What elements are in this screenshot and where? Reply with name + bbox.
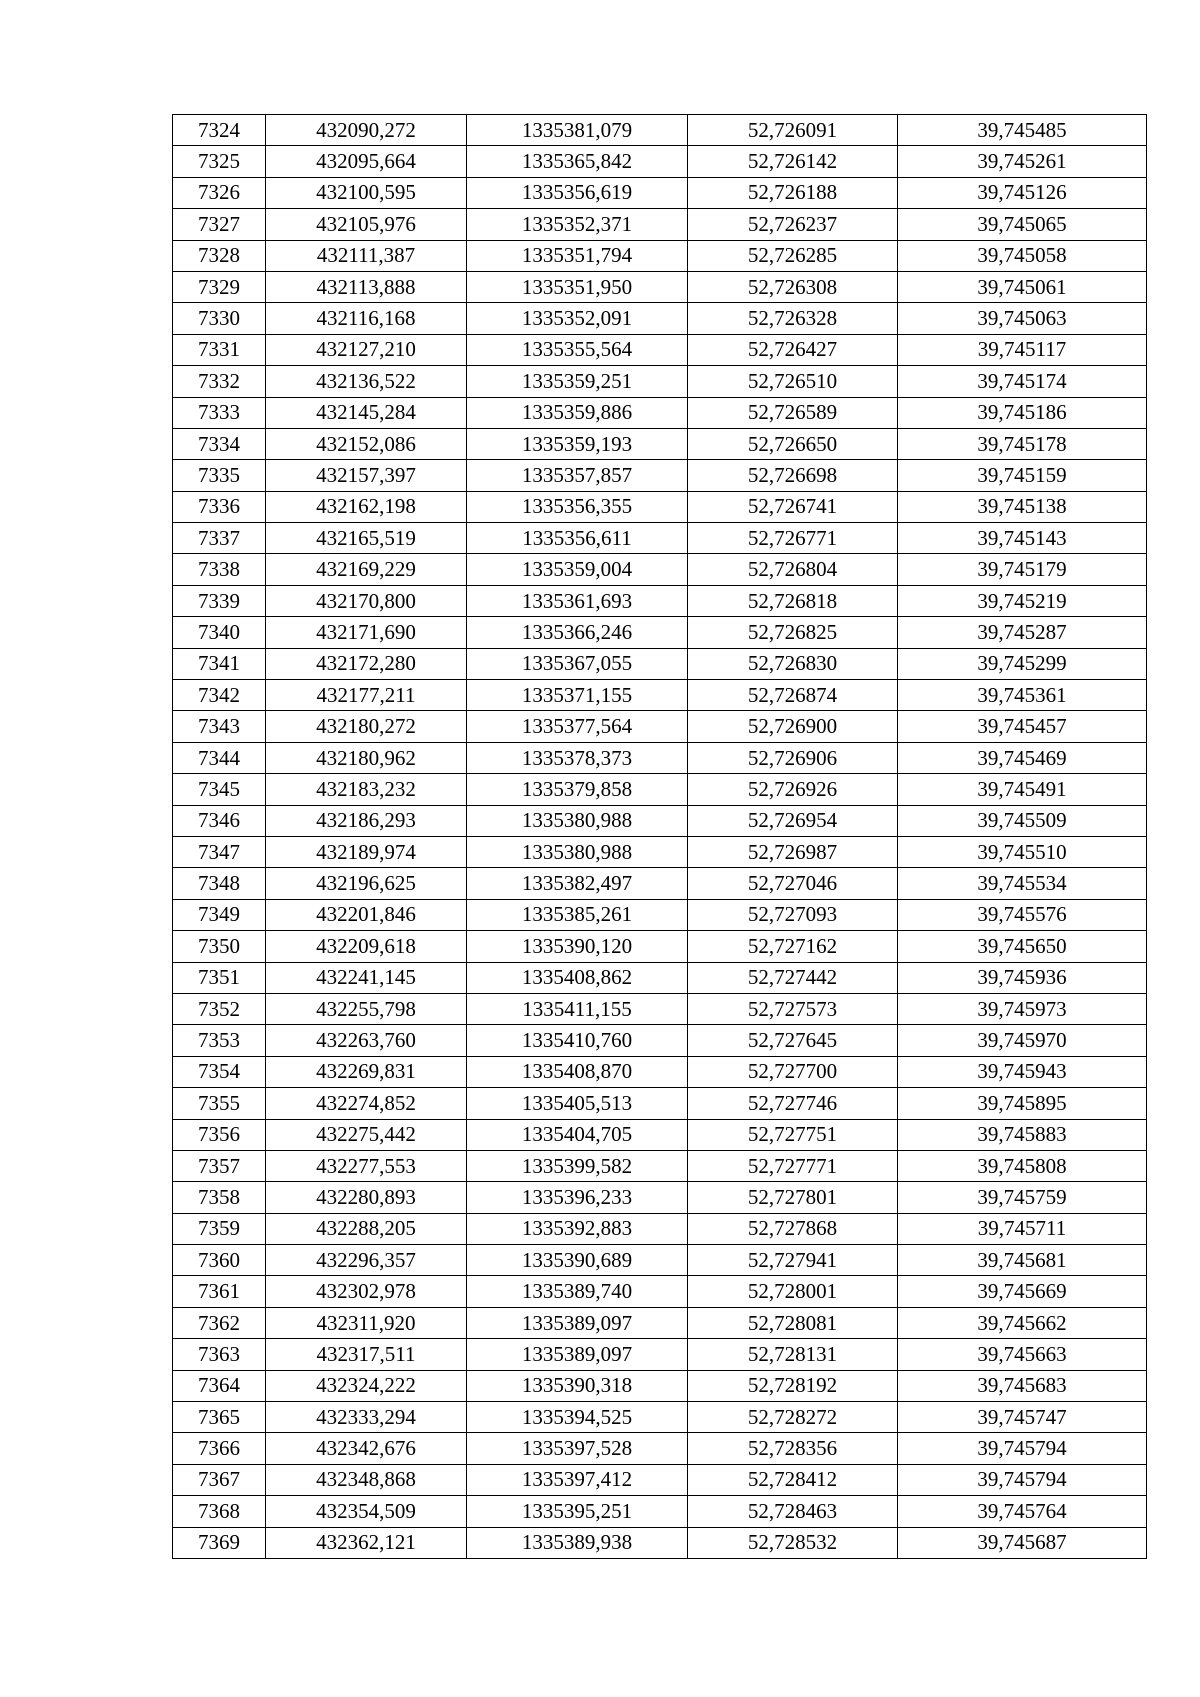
x-coordinate-cell: 432170,800 bbox=[266, 585, 467, 616]
point-number-cell: 7346 bbox=[173, 805, 266, 836]
x-coordinate-cell: 432189,974 bbox=[266, 836, 467, 867]
table-row bbox=[173, 1433, 1147, 1464]
point-number-cell: 7355 bbox=[173, 1088, 266, 1119]
longitude-cell: 39,745261 bbox=[898, 146, 1147, 177]
longitude-cell: 39,745747 bbox=[898, 1402, 1147, 1433]
y-coordinate-cell: 1335352,091 bbox=[467, 303, 688, 334]
x-coordinate-cell: 432342,676 bbox=[266, 1433, 467, 1464]
x-coordinate-cell: 432348,868 bbox=[266, 1464, 467, 1495]
point-number-cell: 7347 bbox=[173, 836, 266, 867]
table-row bbox=[173, 428, 1147, 459]
latitude-cell: 52,726091 bbox=[688, 115, 898, 146]
longitude-cell: 39,745287 bbox=[898, 617, 1147, 648]
latitude-cell: 52,726900 bbox=[688, 711, 898, 742]
point-number-cell: 7338 bbox=[173, 554, 266, 585]
y-coordinate-cell: 1335377,564 bbox=[467, 711, 688, 742]
x-coordinate-cell: 432145,284 bbox=[266, 397, 467, 428]
y-coordinate-cell: 1335410,760 bbox=[467, 1025, 688, 1056]
y-coordinate-cell: 1335380,988 bbox=[467, 836, 688, 867]
table-row bbox=[173, 993, 1147, 1024]
y-coordinate-cell: 1335356,611 bbox=[467, 523, 688, 554]
x-coordinate-cell: 432165,519 bbox=[266, 523, 467, 554]
table-row bbox=[173, 209, 1147, 240]
latitude-cell: 52,726510 bbox=[688, 366, 898, 397]
latitude-cell: 52,727801 bbox=[688, 1182, 898, 1213]
latitude-cell: 52,728532 bbox=[688, 1527, 898, 1558]
latitude-cell: 52,727941 bbox=[688, 1245, 898, 1276]
point-number-cell: 7339 bbox=[173, 585, 266, 616]
table-row bbox=[173, 1025, 1147, 1056]
point-number-cell: 7356 bbox=[173, 1119, 266, 1150]
latitude-cell: 52,726237 bbox=[688, 209, 898, 240]
point-number-cell: 7332 bbox=[173, 366, 266, 397]
longitude-cell: 39,745159 bbox=[898, 460, 1147, 491]
table-row bbox=[173, 366, 1147, 397]
table-row bbox=[173, 962, 1147, 993]
point-number-cell: 7359 bbox=[173, 1213, 266, 1244]
latitude-cell: 52,728001 bbox=[688, 1276, 898, 1307]
latitude-cell: 52,727746 bbox=[688, 1088, 898, 1119]
latitude-cell: 52,727645 bbox=[688, 1025, 898, 1056]
y-coordinate-cell: 1335396,233 bbox=[467, 1182, 688, 1213]
x-coordinate-cell: 432090,272 bbox=[266, 115, 467, 146]
y-coordinate-cell: 1335359,886 bbox=[467, 397, 688, 428]
y-coordinate-cell: 1335389,938 bbox=[467, 1527, 688, 1558]
table-row bbox=[173, 1527, 1147, 1558]
y-coordinate-cell: 1335382,497 bbox=[467, 868, 688, 899]
latitude-cell: 52,728192 bbox=[688, 1370, 898, 1401]
point-number-cell: 7366 bbox=[173, 1433, 266, 1464]
y-coordinate-cell: 1335394,525 bbox=[467, 1402, 688, 1433]
longitude-cell: 39,745179 bbox=[898, 554, 1147, 585]
point-number-cell: 7324 bbox=[173, 115, 266, 146]
latitude-cell: 52,726954 bbox=[688, 805, 898, 836]
x-coordinate-cell: 432196,625 bbox=[266, 868, 467, 899]
table-row bbox=[173, 1496, 1147, 1527]
longitude-cell: 39,745970 bbox=[898, 1025, 1147, 1056]
y-coordinate-cell: 1335351,950 bbox=[467, 271, 688, 302]
latitude-cell: 52,726874 bbox=[688, 680, 898, 711]
point-number-cell: 7333 bbox=[173, 397, 266, 428]
y-coordinate-cell: 1335359,193 bbox=[467, 428, 688, 459]
longitude-cell: 39,745973 bbox=[898, 993, 1147, 1024]
table-row bbox=[173, 177, 1147, 208]
y-coordinate-cell: 1335367,055 bbox=[467, 648, 688, 679]
latitude-cell: 52,726698 bbox=[688, 460, 898, 491]
table-row bbox=[173, 491, 1147, 522]
x-coordinate-cell: 432186,293 bbox=[266, 805, 467, 836]
point-number-cell: 7349 bbox=[173, 899, 266, 930]
table-row bbox=[173, 1150, 1147, 1181]
table-row bbox=[173, 1245, 1147, 1276]
point-number-cell: 7342 bbox=[173, 680, 266, 711]
y-coordinate-cell: 1335366,246 bbox=[467, 617, 688, 648]
x-coordinate-cell: 432302,978 bbox=[266, 1276, 467, 1307]
point-number-cell: 7358 bbox=[173, 1182, 266, 1213]
y-coordinate-cell: 1335397,528 bbox=[467, 1433, 688, 1464]
longitude-cell: 39,745895 bbox=[898, 1088, 1147, 1119]
point-number-cell: 7328 bbox=[173, 240, 266, 271]
x-coordinate-cell: 432280,893 bbox=[266, 1182, 467, 1213]
x-coordinate-cell: 432317,511 bbox=[266, 1339, 467, 1370]
latitude-cell: 52,727771 bbox=[688, 1150, 898, 1181]
latitude-cell: 52,727868 bbox=[688, 1213, 898, 1244]
longitude-cell: 39,745883 bbox=[898, 1119, 1147, 1150]
point-number-cell: 7367 bbox=[173, 1464, 266, 1495]
longitude-cell: 39,745491 bbox=[898, 774, 1147, 805]
table-row bbox=[173, 617, 1147, 648]
point-number-cell: 7340 bbox=[173, 617, 266, 648]
longitude-cell: 39,745711 bbox=[898, 1213, 1147, 1244]
point-number-cell: 7325 bbox=[173, 146, 266, 177]
longitude-cell: 39,745794 bbox=[898, 1464, 1147, 1495]
longitude-cell: 39,745650 bbox=[898, 931, 1147, 962]
latitude-cell: 52,728412 bbox=[688, 1464, 898, 1495]
x-coordinate-cell: 432255,798 bbox=[266, 993, 467, 1024]
latitude-cell: 52,727442 bbox=[688, 962, 898, 993]
table-row bbox=[173, 1307, 1147, 1338]
y-coordinate-cell: 1335399,582 bbox=[467, 1150, 688, 1181]
y-coordinate-cell: 1335352,371 bbox=[467, 209, 688, 240]
table-row bbox=[173, 899, 1147, 930]
table-row bbox=[173, 554, 1147, 585]
y-coordinate-cell: 1335389,097 bbox=[467, 1307, 688, 1338]
x-coordinate-cell: 432171,690 bbox=[266, 617, 467, 648]
latitude-cell: 52,726650 bbox=[688, 428, 898, 459]
table-row bbox=[173, 774, 1147, 805]
longitude-cell: 39,745299 bbox=[898, 648, 1147, 679]
table-row bbox=[173, 303, 1147, 334]
x-coordinate-cell: 432105,976 bbox=[266, 209, 467, 240]
x-coordinate-cell: 432209,618 bbox=[266, 931, 467, 962]
table-row bbox=[173, 1402, 1147, 1433]
longitude-cell: 39,745117 bbox=[898, 334, 1147, 365]
table-row bbox=[173, 397, 1147, 428]
point-number-cell: 7345 bbox=[173, 774, 266, 805]
y-coordinate-cell: 1335355,564 bbox=[467, 334, 688, 365]
latitude-cell: 52,726818 bbox=[688, 585, 898, 616]
latitude-cell: 52,727162 bbox=[688, 931, 898, 962]
table-row bbox=[173, 115, 1147, 146]
latitude-cell: 52,727046 bbox=[688, 868, 898, 899]
x-coordinate-cell: 432263,760 bbox=[266, 1025, 467, 1056]
table-row bbox=[173, 523, 1147, 554]
point-number-cell: 7357 bbox=[173, 1150, 266, 1181]
latitude-cell: 52,726906 bbox=[688, 742, 898, 773]
coordinates-table-body bbox=[173, 115, 1147, 1559]
y-coordinate-cell: 1335408,870 bbox=[467, 1056, 688, 1087]
y-coordinate-cell: 1335356,619 bbox=[467, 177, 688, 208]
longitude-cell: 39,745138 bbox=[898, 491, 1147, 522]
coordinates-table bbox=[172, 114, 1147, 1559]
longitude-cell: 39,745174 bbox=[898, 366, 1147, 397]
point-number-cell: 7363 bbox=[173, 1339, 266, 1370]
x-coordinate-cell: 432180,962 bbox=[266, 742, 467, 773]
point-number-cell: 7352 bbox=[173, 993, 266, 1024]
x-coordinate-cell: 432180,272 bbox=[266, 711, 467, 742]
x-coordinate-cell: 432324,222 bbox=[266, 1370, 467, 1401]
longitude-cell: 39,745063 bbox=[898, 303, 1147, 334]
latitude-cell: 52,726987 bbox=[688, 836, 898, 867]
longitude-cell: 39,745219 bbox=[898, 585, 1147, 616]
table-row bbox=[173, 1056, 1147, 1087]
point-number-cell: 7335 bbox=[173, 460, 266, 491]
x-coordinate-cell: 432274,852 bbox=[266, 1088, 467, 1119]
x-coordinate-cell: 432183,232 bbox=[266, 774, 467, 805]
x-coordinate-cell: 432177,211 bbox=[266, 680, 467, 711]
x-coordinate-cell: 432157,397 bbox=[266, 460, 467, 491]
latitude-cell: 52,727573 bbox=[688, 993, 898, 1024]
longitude-cell: 39,745936 bbox=[898, 962, 1147, 993]
latitude-cell: 52,726427 bbox=[688, 334, 898, 365]
x-coordinate-cell: 432162,198 bbox=[266, 491, 467, 522]
x-coordinate-cell: 432111,387 bbox=[266, 240, 467, 271]
table-row bbox=[173, 1213, 1147, 1244]
latitude-cell: 52,726804 bbox=[688, 554, 898, 585]
y-coordinate-cell: 1335381,079 bbox=[467, 115, 688, 146]
latitude-cell: 52,727700 bbox=[688, 1056, 898, 1087]
latitude-cell: 52,727093 bbox=[688, 899, 898, 930]
latitude-cell: 52,726142 bbox=[688, 146, 898, 177]
longitude-cell: 39,745759 bbox=[898, 1182, 1147, 1213]
longitude-cell: 39,745764 bbox=[898, 1496, 1147, 1527]
y-coordinate-cell: 1335408,862 bbox=[467, 962, 688, 993]
table-row bbox=[173, 460, 1147, 491]
latitude-cell: 52,726830 bbox=[688, 648, 898, 679]
point-number-cell: 7364 bbox=[173, 1370, 266, 1401]
x-coordinate-cell: 432311,920 bbox=[266, 1307, 467, 1338]
longitude-cell: 39,745058 bbox=[898, 240, 1147, 271]
longitude-cell: 39,745469 bbox=[898, 742, 1147, 773]
point-number-cell: 7360 bbox=[173, 1245, 266, 1276]
latitude-cell: 52,728081 bbox=[688, 1307, 898, 1338]
longitude-cell: 39,745361 bbox=[898, 680, 1147, 711]
x-coordinate-cell: 432095,664 bbox=[266, 146, 467, 177]
table-row bbox=[173, 1088, 1147, 1119]
y-coordinate-cell: 1335395,251 bbox=[467, 1496, 688, 1527]
x-coordinate-cell: 432116,168 bbox=[266, 303, 467, 334]
x-coordinate-cell: 432354,509 bbox=[266, 1496, 467, 1527]
x-coordinate-cell: 432241,145 bbox=[266, 962, 467, 993]
y-coordinate-cell: 1335390,120 bbox=[467, 931, 688, 962]
point-number-cell: 7369 bbox=[173, 1527, 266, 1558]
y-coordinate-cell: 1335356,355 bbox=[467, 491, 688, 522]
point-number-cell: 7334 bbox=[173, 428, 266, 459]
latitude-cell: 52,726741 bbox=[688, 491, 898, 522]
longitude-cell: 39,745510 bbox=[898, 836, 1147, 867]
x-coordinate-cell: 432296,357 bbox=[266, 1245, 467, 1276]
y-coordinate-cell: 1335378,373 bbox=[467, 742, 688, 773]
y-coordinate-cell: 1335389,097 bbox=[467, 1339, 688, 1370]
x-coordinate-cell: 432275,442 bbox=[266, 1119, 467, 1150]
latitude-cell: 52,726328 bbox=[688, 303, 898, 334]
point-number-cell: 7344 bbox=[173, 742, 266, 773]
point-number-cell: 7354 bbox=[173, 1056, 266, 1087]
table-row bbox=[173, 868, 1147, 899]
y-coordinate-cell: 1335357,857 bbox=[467, 460, 688, 491]
longitude-cell: 39,745669 bbox=[898, 1276, 1147, 1307]
latitude-cell: 52,726188 bbox=[688, 177, 898, 208]
x-coordinate-cell: 432113,888 bbox=[266, 271, 467, 302]
longitude-cell: 39,745683 bbox=[898, 1370, 1147, 1401]
table-row bbox=[173, 1119, 1147, 1150]
table-row bbox=[173, 711, 1147, 742]
y-coordinate-cell: 1335411,155 bbox=[467, 993, 688, 1024]
x-coordinate-cell: 432277,553 bbox=[266, 1150, 467, 1181]
point-number-cell: 7365 bbox=[173, 1402, 266, 1433]
x-coordinate-cell: 432152,086 bbox=[266, 428, 467, 459]
y-coordinate-cell: 1335397,412 bbox=[467, 1464, 688, 1495]
y-coordinate-cell: 1335351,794 bbox=[467, 240, 688, 271]
y-coordinate-cell: 1335359,251 bbox=[467, 366, 688, 397]
y-coordinate-cell: 1335390,318 bbox=[467, 1370, 688, 1401]
point-number-cell: 7341 bbox=[173, 648, 266, 679]
table-row bbox=[173, 1464, 1147, 1495]
table-row bbox=[173, 240, 1147, 271]
x-coordinate-cell: 432136,522 bbox=[266, 366, 467, 397]
latitude-cell: 52,726589 bbox=[688, 397, 898, 428]
table-row bbox=[173, 931, 1147, 962]
latitude-cell: 52,728131 bbox=[688, 1339, 898, 1370]
y-coordinate-cell: 1335392,883 bbox=[467, 1213, 688, 1244]
longitude-cell: 39,745065 bbox=[898, 209, 1147, 240]
point-number-cell: 7337 bbox=[173, 523, 266, 554]
point-number-cell: 7327 bbox=[173, 209, 266, 240]
longitude-cell: 39,745662 bbox=[898, 1307, 1147, 1338]
x-coordinate-cell: 432172,280 bbox=[266, 648, 467, 679]
table-row bbox=[173, 1339, 1147, 1370]
point-number-cell: 7331 bbox=[173, 334, 266, 365]
latitude-cell: 52,728272 bbox=[688, 1402, 898, 1433]
longitude-cell: 39,745663 bbox=[898, 1339, 1147, 1370]
longitude-cell: 39,745687 bbox=[898, 1527, 1147, 1558]
table-row bbox=[173, 1182, 1147, 1213]
point-number-cell: 7343 bbox=[173, 711, 266, 742]
latitude-cell: 52,728463 bbox=[688, 1496, 898, 1527]
table-row bbox=[173, 680, 1147, 711]
longitude-cell: 39,745186 bbox=[898, 397, 1147, 428]
point-number-cell: 7350 bbox=[173, 931, 266, 962]
point-number-cell: 7368 bbox=[173, 1496, 266, 1527]
y-coordinate-cell: 1335390,689 bbox=[467, 1245, 688, 1276]
point-number-cell: 7361 bbox=[173, 1276, 266, 1307]
table-row bbox=[173, 334, 1147, 365]
x-coordinate-cell: 432127,210 bbox=[266, 334, 467, 365]
latitude-cell: 52,727751 bbox=[688, 1119, 898, 1150]
longitude-cell: 39,745457 bbox=[898, 711, 1147, 742]
x-coordinate-cell: 432100,595 bbox=[266, 177, 467, 208]
latitude-cell: 52,728356 bbox=[688, 1433, 898, 1464]
longitude-cell: 39,745794 bbox=[898, 1433, 1147, 1464]
point-number-cell: 7353 bbox=[173, 1025, 266, 1056]
point-number-cell: 7348 bbox=[173, 868, 266, 899]
latitude-cell: 52,726771 bbox=[688, 523, 898, 554]
longitude-cell: 39,745061 bbox=[898, 271, 1147, 302]
longitude-cell: 39,745126 bbox=[898, 177, 1147, 208]
x-coordinate-cell: 432201,846 bbox=[266, 899, 467, 930]
table-row bbox=[173, 585, 1147, 616]
table-row bbox=[173, 146, 1147, 177]
longitude-cell: 39,745509 bbox=[898, 805, 1147, 836]
y-coordinate-cell: 1335379,858 bbox=[467, 774, 688, 805]
x-coordinate-cell: 432169,229 bbox=[266, 554, 467, 585]
longitude-cell: 39,745943 bbox=[898, 1056, 1147, 1087]
point-number-cell: 7326 bbox=[173, 177, 266, 208]
table-row bbox=[173, 836, 1147, 867]
x-coordinate-cell: 432362,121 bbox=[266, 1527, 467, 1558]
table-row bbox=[173, 1370, 1147, 1401]
point-number-cell: 7330 bbox=[173, 303, 266, 334]
y-coordinate-cell: 1335385,261 bbox=[467, 899, 688, 930]
x-coordinate-cell: 432288,205 bbox=[266, 1213, 467, 1244]
table-row bbox=[173, 648, 1147, 679]
y-coordinate-cell: 1335380,988 bbox=[467, 805, 688, 836]
x-coordinate-cell: 432333,294 bbox=[266, 1402, 467, 1433]
table-row bbox=[173, 742, 1147, 773]
point-number-cell: 7362 bbox=[173, 1307, 266, 1338]
table-row bbox=[173, 805, 1147, 836]
latitude-cell: 52,726825 bbox=[688, 617, 898, 648]
y-coordinate-cell: 1335389,740 bbox=[467, 1276, 688, 1307]
longitude-cell: 39,745178 bbox=[898, 428, 1147, 459]
point-number-cell: 7336 bbox=[173, 491, 266, 522]
longitude-cell: 39,745534 bbox=[898, 868, 1147, 899]
y-coordinate-cell: 1335371,155 bbox=[467, 680, 688, 711]
longitude-cell: 39,745681 bbox=[898, 1245, 1147, 1276]
table-row bbox=[173, 1276, 1147, 1307]
y-coordinate-cell: 1335365,842 bbox=[467, 146, 688, 177]
table-row bbox=[173, 271, 1147, 302]
longitude-cell: 39,745808 bbox=[898, 1150, 1147, 1181]
y-coordinate-cell: 1335359,004 bbox=[467, 554, 688, 585]
longitude-cell: 39,745143 bbox=[898, 523, 1147, 554]
point-number-cell: 7351 bbox=[173, 962, 266, 993]
y-coordinate-cell: 1335404,705 bbox=[467, 1119, 688, 1150]
longitude-cell: 39,745485 bbox=[898, 115, 1147, 146]
longitude-cell: 39,745576 bbox=[898, 899, 1147, 930]
x-coordinate-cell: 432269,831 bbox=[266, 1056, 467, 1087]
y-coordinate-cell: 1335405,513 bbox=[467, 1088, 688, 1119]
point-number-cell: 7329 bbox=[173, 271, 266, 302]
latitude-cell: 52,726285 bbox=[688, 240, 898, 271]
latitude-cell: 52,726926 bbox=[688, 774, 898, 805]
y-coordinate-cell: 1335361,693 bbox=[467, 585, 688, 616]
latitude-cell: 52,726308 bbox=[688, 271, 898, 302]
